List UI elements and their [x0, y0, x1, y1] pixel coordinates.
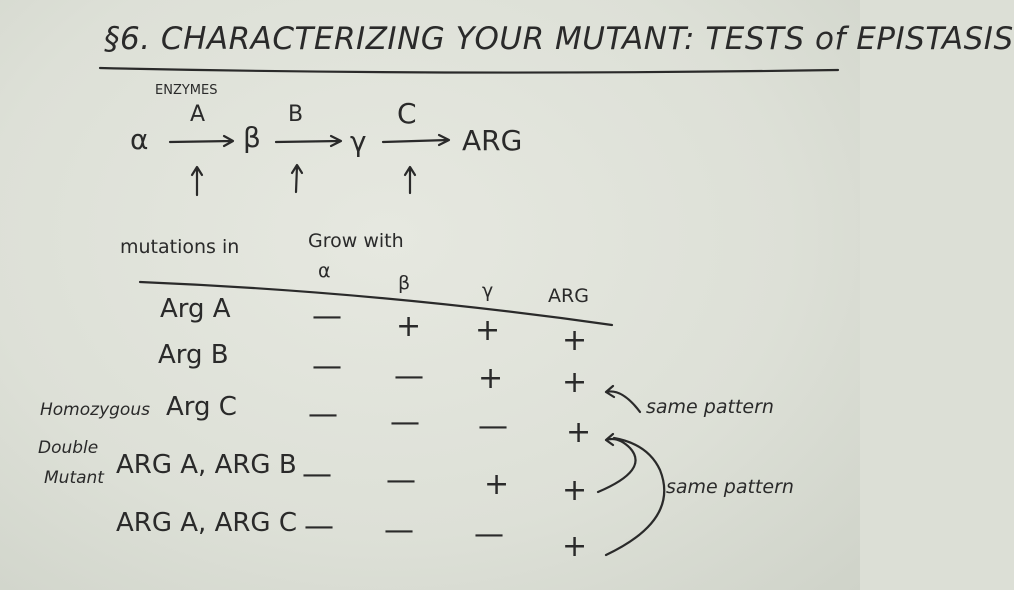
cell-gamma: + [484, 467, 510, 502]
annotation-same-pattern-1: same pattern [646, 396, 774, 418]
col-header-arg: ARG [548, 285, 589, 307]
cell-gamma: + [478, 361, 504, 396]
enzymes-label: ENZYMES [155, 83, 218, 98]
row-name: ARG A, ARG B [116, 450, 297, 480]
same-pattern-arrow-1 [606, 386, 640, 412]
block-arrow-b [292, 165, 302, 192]
enzyme-a: A [190, 102, 206, 127]
cell-beta: + [396, 309, 422, 344]
col-header-gamma: γ [482, 280, 494, 302]
substrate-gamma: γ [350, 125, 367, 158]
row-name: Arg A [160, 294, 231, 324]
cell-beta: — [386, 463, 416, 498]
annotation-same-pattern-2: same pattern [666, 476, 794, 498]
cell-arg: + [562, 529, 588, 564]
cell-beta: — [384, 513, 414, 548]
cell-beta: — [394, 359, 424, 394]
cell-alpha: — [312, 349, 342, 384]
label-homozygous: Homozygous [40, 400, 150, 420]
label-double: Double [38, 438, 99, 458]
cell-arg: + [566, 415, 592, 450]
col-header-alpha: α [318, 260, 331, 282]
block-arrow-c [405, 167, 415, 193]
cell-alpha: — [308, 397, 338, 432]
cell-alpha: — [302, 457, 332, 492]
cell-arg: + [562, 365, 588, 400]
cell-arg: + [562, 473, 588, 508]
cell-alpha: — [304, 509, 334, 544]
block-arrow-a [192, 167, 202, 195]
row-name: ARG A, ARG C [116, 508, 297, 538]
row-name: Arg B [158, 340, 229, 370]
arrow-c [383, 135, 449, 145]
cell-beta: — [390, 405, 420, 440]
row-header: mutations in [120, 236, 240, 258]
col-header-beta: β [398, 272, 411, 294]
substrate-arg: ARG [462, 124, 523, 157]
substrate-beta: β [243, 121, 261, 154]
arrow-b [276, 136, 341, 146]
enzyme-b: B [288, 102, 304, 127]
substrate-alpha: α [130, 123, 149, 156]
label-mutant: Mutant [44, 468, 104, 488]
arrow-a [170, 136, 233, 146]
title-underline [100, 68, 838, 73]
row-name: Arg C [166, 392, 237, 422]
cell-alpha: — [312, 299, 342, 334]
page-title: §6. CHARACTERIZING YOUR MUTANT: TESTS of EPISTASIS [104, 21, 1014, 57]
cell-gamma: — [474, 517, 504, 552]
col-group-header: Grow with [308, 230, 404, 252]
cell-gamma: — [478, 409, 508, 444]
cell-arg: + [562, 323, 588, 358]
cell-gamma: + [475, 313, 501, 348]
enzyme-c: C [397, 97, 417, 130]
